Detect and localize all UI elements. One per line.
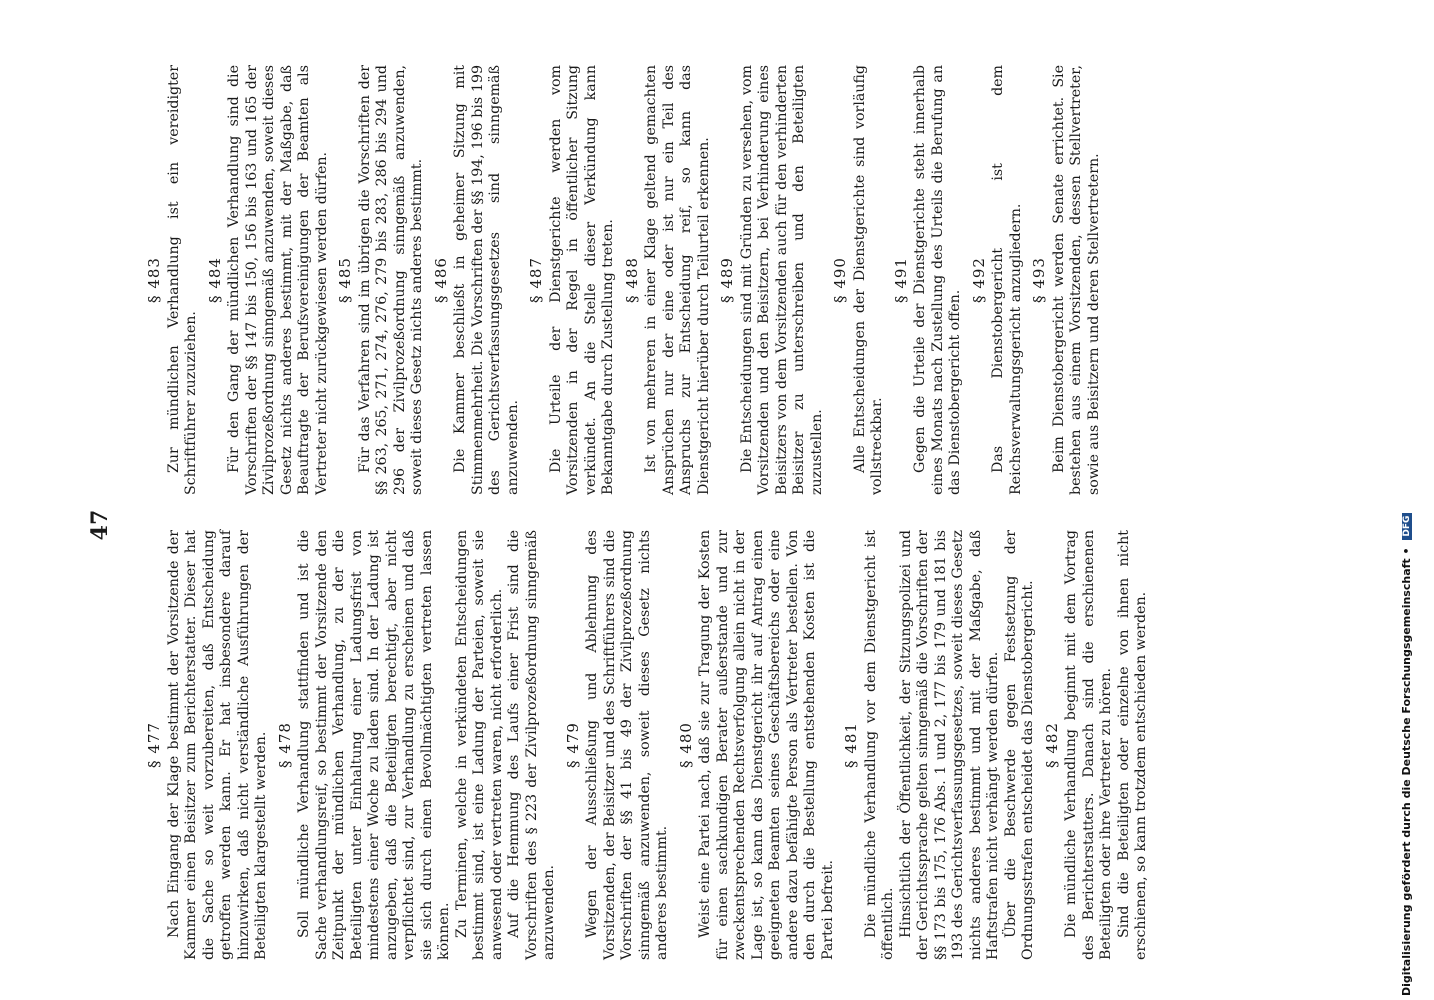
paragraph: Wegen der Ausschließung und Ablehnung des Vorsitzenden, der Beisitzer und des Schriftführers sind die Vorschriften der §§ 41 bis 49 der Zivilprozeßordnung sinngemäß anzuwenden, soweit dieses Gesetz nichts anderes bestimmt. [584, 530, 670, 960]
section-493 [1031, 65, 1103, 495]
section-number: § 492 [969, 257, 988, 303]
section-477 [146, 530, 271, 960]
section-number: § 486 [431, 257, 450, 303]
section-number: § 481 [842, 722, 860, 768]
credit-text: Digitalisierung gefördert durch die Deutsche Forschungsgemeinschaft • [1400, 547, 1413, 996]
section-number: § 489 [718, 257, 736, 303]
section-484 [207, 65, 332, 495]
section-number: § 480 [676, 722, 695, 768]
left-column [140, 530, 1151, 960]
section-number: § 477 [145, 722, 163, 768]
section-490 [832, 65, 887, 495]
page-number: 47 [87, 509, 113, 541]
section-number: § 488 [622, 257, 641, 303]
right-column [140, 65, 1103, 495]
paragraph: Alle Entscheidungen der Dienstgerichte sind vorläufig vollstreckbar. [851, 65, 885, 495]
section-number: § 483 [145, 257, 163, 303]
section-479 [565, 530, 672, 960]
section-478 [277, 530, 559, 960]
paragraph: Weist eine Partei nach, daß sie zur Tragung der Kosten für einen sachkundigen Berater außerstande und zur zweckentsprechenden Rechtsverfolgung allein nicht in der Lage ist, so kann das Dienstgericht ihr auf Antrag einen geeigneten Beamten seines Geschäftsbereichs oder eine andere dazu befähigte Person als Vertreter bestellen. Von den durch die Bestellung entstehenden Kosten ist die Partei befreit. [697, 530, 836, 960]
section-number: § 487 [527, 257, 545, 303]
section-481 [843, 530, 1038, 960]
paragraph: Zur mündlichen Verhandlung ist ein vereidigter Schriftführer zuzuziehen. [165, 65, 199, 495]
section-483 [146, 65, 201, 495]
section-480 [678, 530, 838, 960]
section-492 [971, 65, 1026, 495]
section-489 [719, 65, 826, 495]
paragraph: Beim Dienstobergericht werden Senate errichtet. Sie bestehen aus einem Vorsitzenden, dessen Stellvertreter, sowie aus Beisitzern und deren Stellvertretern. [1050, 65, 1102, 495]
paragraph: Die Urteile der Dienstgerichte werden vom Vorsitzenden in der Regel in öffentlicher Sitzung verkündet. An die Stelle dieser Verkündung kann Bekanntgabe durch Zustellung treten. [547, 65, 616, 495]
section-488 [624, 65, 714, 495]
paragraph: Gegen die Urteile der Dienstgerichte steht innerhalb eines Monats nach Zustellung des Urteils die Berufung an das Dienstobergericht offen. [912, 65, 963, 495]
paragraph: Nach Eingang der Klage bestimmt der Vorsitzende der Kammer einen Beisitzer zum Berichterstatter. Dieser hat die Sache so weit vorzubereiten, daß Entscheidung getroffen werden kann. Er hat insbesondere darauf hinzuwirken, daß nicht verständliche Ausführungen der Beteiligten klargestellt werden. [165, 530, 269, 960]
section-number: § 493 [1030, 257, 1048, 303]
section-number: § 490 [831, 257, 849, 303]
section-number: § 484 [205, 257, 224, 303]
rotated-page [80, 65, 1310, 975]
section-491 [893, 65, 965, 495]
section-number: § 482 [1042, 722, 1061, 768]
paragraph: Zu Terminen, welche in verkündeten Entscheidungen bestimmt sind, ist eine Ladung der Parteien, soweit sie anwesend oder vertreten waren, nicht erforderlich. [453, 530, 505, 960]
paragraph: Ist von mehreren in einer Klage geltend gemachten Ansprüchen nur der eine oder ist nur ein Teil des Anspruchs zur Entscheidung reif, so kann das Dienstgericht hierüber durch Teilurteil erkennen. [643, 65, 712, 495]
paragraph: Über die Beschwerde gegen Festsetzung der Ordnungsstrafen entscheidet das Dienstobergericht. [1002, 530, 1036, 960]
dfg-logo: DFG [1402, 513, 1412, 540]
paragraph: Soll mündliche Verhandlung stattfinden und ist die Sache verhandlungsreif, so bestimmt der Vorsitzende den Zeitpunkt der mündlichen Verhandlung, zu der die Beteiligten unter Einhaltung einer Ladungsfrist von mindestens einer Woche zu laden sind. In der Ladung ist anzugeben, daß die Beteiligten berechtigt, aber nicht verpflichtet sind, zur Verhandlung zu erscheinen und daß sie sich durch einen Bevollmächtigten vertreten lassen können. [296, 530, 452, 960]
section-482 [1044, 530, 1151, 960]
section-number: § 491 [891, 257, 910, 303]
paragraph: Für das Verfahren sind im übrigen die Vorschriften der §§ 263, 265, 271, 274, 276, 279 bis 283, 286 bis 294 und 296 der Zivilprozeßordnung sinngemäß anzuwenden, soweit dieses Gesetz nichts anderes bestimmt. [356, 65, 425, 495]
paragraph: Sind die Beteiligten oder einzelne von ihnen nicht erschienen, so kann trotzdem entschieden werden. [1115, 530, 1149, 960]
digitization-credit [1400, 0, 1424, 996]
section-number: § 479 [563, 722, 582, 768]
section-487 [528, 65, 618, 495]
paragraph: Für den Gang der mündlichen Verhandlung sind die Vorschriften der §§ 147 bis 150, 156 bis 163 und 165 der Zivilprozeßordnung sinngemäß anzuwenden, soweit dieses Gesetz nichts anderes bestimmt, mit der Maßgabe, daß Beauftragte der Berufsvereinigungen der Beamten als Vertreter nicht zurückgewiesen werden dürfen. [226, 65, 330, 495]
paragraph: Das Dienstobergericht ist dem Reichsverwaltungsgericht anzugliedern. [990, 65, 1024, 495]
paragraph: Die Entscheidungen sind mit Gründen zu versehen, vom Vorsitzenden und den Beisitzern, bei Verhinderung eines Beisitzers von dem Vorsitzenden auch für den verhinderten Beisitzer zu unterschreiben und den Beteiligten zuzustellen. [738, 65, 825, 495]
paragraph: Die mündliche Verhandlung beginnt mit dem Vortrag des Berichterstatters. Danach sind die erschienenen Beteiligten oder ihre Vertreter zu hören. [1063, 530, 1114, 960]
paragraph: Die Kammer beschließt in geheimer Sitzung mit Stimmenmehrheit. Die Vorschriften der §§ 194, 196 bis 199 des Gerichtsverfassungsgesetzes sind sinngemäß anzuwenden. [452, 65, 521, 495]
section-number: § 478 [275, 722, 294, 768]
paragraph: Die mündliche Verhandlung vor dem Dienstgericht ist öffentlich. [862, 530, 896, 960]
section-number: § 485 [336, 257, 354, 303]
paragraph: Hinsichtlich der Öffentlichkeit, der Sitzungspolizei und der Gerichtssprache gelten sinngemäß die Vorschriften der §§ 173 bis 175, 176 Abs. 1 und 2, 177 bis 179 und 181 bis 193 des Gerichtsverfassungsgesetzes, soweit dieses Gesetz nichts anderes bestimmt und mit der Maßgabe, daß Haftstrafen nicht verhängt werden dürfen. [897, 530, 1001, 960]
section-485 [337, 65, 427, 495]
paragraph: Auf die Hemmung des Laufs einer Frist sind die Vorschriften des § 223 der Zivilprozeßordnung sinngemäß anzuwenden. [506, 530, 557, 960]
section-486 [433, 65, 523, 495]
